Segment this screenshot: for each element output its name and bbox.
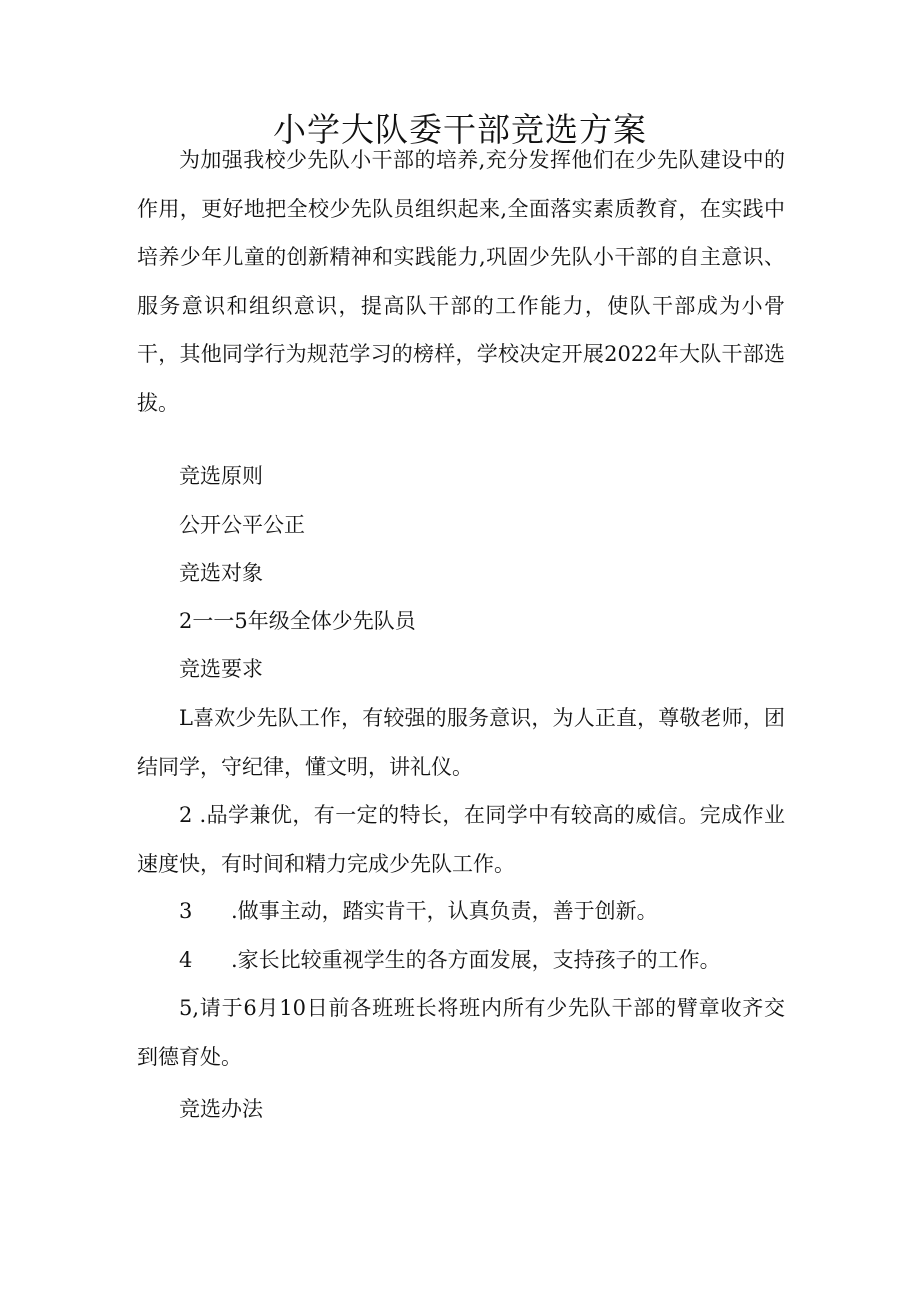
section-heading-requirements: 竞选要求 — [179, 657, 263, 681]
target-text: 2一一5年级全体少先队员 — [179, 609, 416, 633]
requirement-3-number: 3 — [179, 899, 193, 923]
requirement-4-number: 4 — [179, 948, 193, 972]
intro-paragraph: 为加强我校少先队小干部的培养,充分发挥他们在少先队建设中的作用，更好地把全校少先队员组织起来,全面落实素质教育，在实践中培养少年儿童的创新精神和实践能力,巩固少先队小干部的自主意识、服务意识和组织意识，提高队干部的工作能力，使队干部成为小骨干，其他同学行为规范学习的榜样，学校决定开展2022年大队干部选拔。 — [137, 148, 785, 415]
requirement-3-text: .做事主动，踏实肯干，认真负责，善于创新。 — [231, 899, 658, 923]
requirement-4 — [179, 936, 721, 984]
principle-text: 公开公平公正 — [179, 513, 305, 537]
requirement-1: L喜欢少先队工作，有较强的服务意识，为人正直，尊敬老师，团结同学，守纪律，懂文明，讲礼仪。 — [137, 706, 785, 779]
requirement-2: 2 .品学兼优，有一定的特长，在同学中有较高的威信。完成作业速度快，有时间和精力完成少先队工作。 — [137, 803, 785, 876]
section-heading-target: 竞选对象 — [179, 561, 263, 585]
section-heading-principle: 竞选原则 — [179, 464, 263, 488]
section-heading-method: 竞选办法 — [179, 1097, 263, 1121]
document-title: 小学大队委干部竞选方案 — [273, 110, 647, 149]
requirement-5: 5,请于6月10日前各班班长将班内所有少先队干部的臂章收齐交到德育处。 — [137, 996, 785, 1069]
requirement-4-text: .家长比较重视学生的各方面发展，支持孩子的工作。 — [231, 948, 721, 972]
requirement-3 — [179, 887, 658, 935]
